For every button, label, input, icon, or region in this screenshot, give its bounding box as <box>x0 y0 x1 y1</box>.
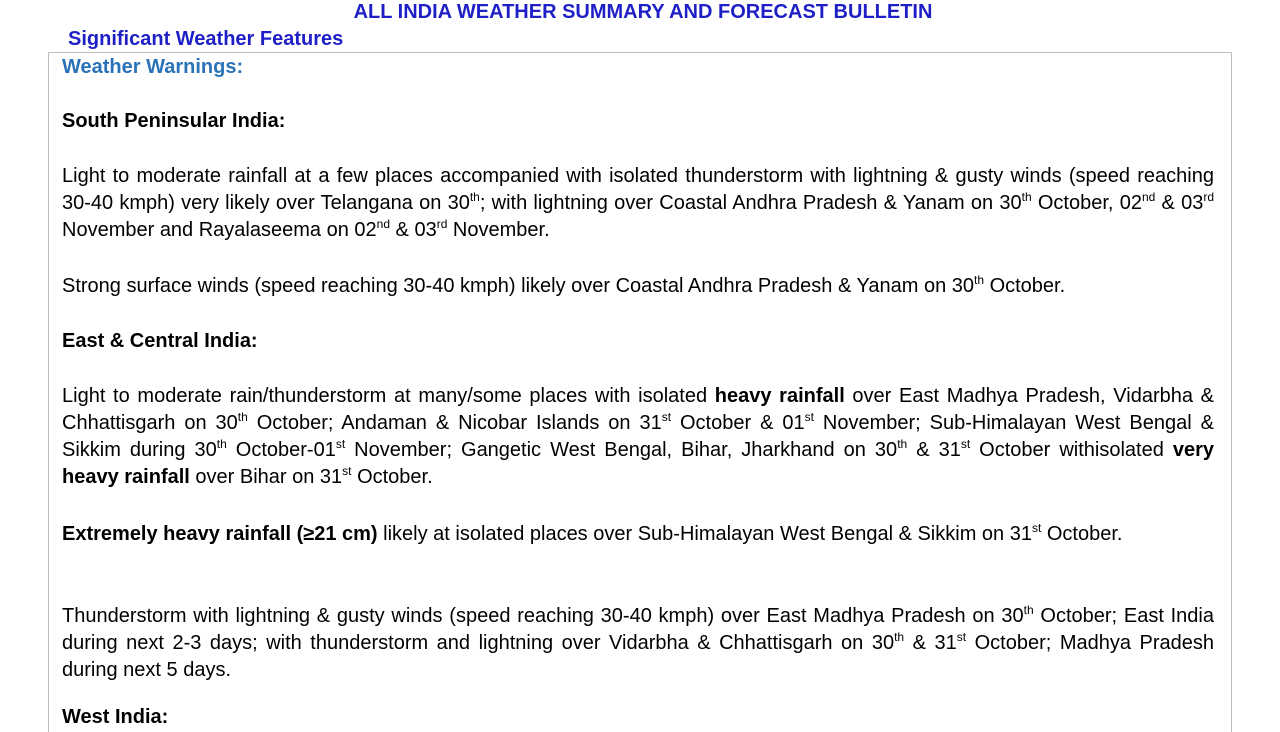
east-paragraph-2: Extremely heavy rainfall (≥21 cm) likely at isolated places over Sub-Himalayan West Bengal & Sikkim on 31st October. <box>62 521 1123 545</box>
east-paragraph-1: Light to moderate rain/thunderstorm at many/some places with isolated heavy rainfall over East Madhya Pradesh, Vidarbha & Chhattisgarh on 30th October; Andaman & Nicobar Islands on 31st October & 01st November; Sub-Himalayan West Bengal & Sikkim during 30th October-01st November; Gangetic West Bengal, Bihar, Jharkhand on 30th & 31st October withisolated very heavy rainfall over Bihar on 31st October. <box>62 385 1214 488</box>
south-paragraph-1: Light to moderate rainfall at a few places accompanied with isolated thunderstorm with lightning & gusty winds (speed reaching 30-40 kmph) very likely over Telangana on 30th; with lightning over Coastal Andhra Pradesh & Yanam on 30th October, 02nd & 03rd November and Rayalaseema on 02nd & 03rd November. <box>62 165 1214 241</box>
south-paragraph-2: Strong surface winds (speed reaching 30-40 kmph) likely over Coastal Andhra Pradesh & Yanam on 30th October. <box>62 273 1066 297</box>
section-subtitle: Significant Weather Features <box>68 28 344 50</box>
east-central-heading: East & Central India: <box>62 330 258 352</box>
west-india-heading-partial: West India: <box>62 706 169 728</box>
east-paragraph-3: Thunderstorm with lightning & gusty winds (speed reaching 30-40 kmph) over East Madhya Pradesh on 30th October; East India during next 2-3 days; with thunderstorm and lightning over Vidarbha & Chhattisgarh on 30th & 31st October; Madhya Pradesh during next 5 days. <box>62 603 1215 681</box>
south-peninsular-heading: South Peninsular India: <box>62 110 286 132</box>
bulletin-title: ALL INDIA WEATHER SUMMARY AND FORECAST BULLETIN <box>353 1 933 23</box>
weather-warnings-heading: Weather Warnings: <box>62 56 244 78</box>
